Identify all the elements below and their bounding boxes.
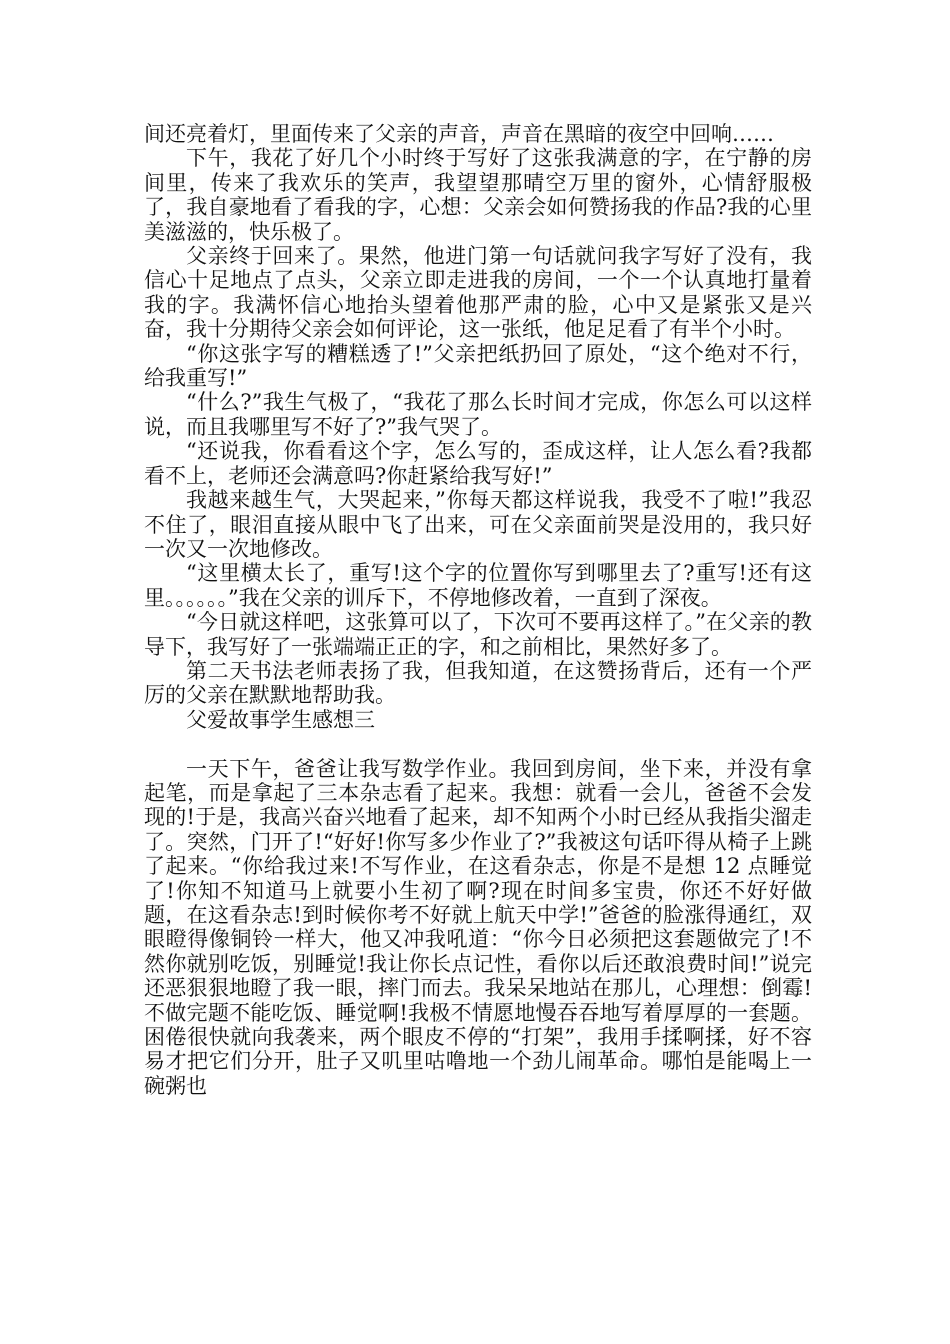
paragraph: “你这张字写的糟糕透了!”父亲把纸扔回了原处，“这个绝对不行，给我重写!”: [144, 341, 812, 391]
document-page: [144, 122, 812, 1098]
paragraph: 我越来越生气，大哭起来，”你每天都这样说我，我受不了啦!”我忍不住了，眼泪直接从眼中飞了出来，可在父亲面前哭是没用的，我只好一次又一次地修改。: [144, 488, 812, 561]
paragraph: 第二天书法老师表扬了我，但我知道，在这赞扬背后，还有一个严厉的父亲在默默地帮助我。: [144, 658, 812, 708]
paragraph: 父亲终于回来了。果然，他进门第一句话就问我字写好了没有，我信心十足地点了点头，父亲立即走进我的房间，一个一个认真地打量着我的字。我满怀信心地抬头望着他那严肃的脸，心中又是紧张又是兴奋，我十分期待父亲会如何评论，这一张纸，他足足看了有半个小时。: [144, 244, 812, 342]
blank-line: [144, 732, 812, 756]
paragraph: “还说我，你看看这个字，怎么写的，歪成这样，让人怎么看?我都看不上，老师还会满意吗?你赶紧给我写好!”: [144, 439, 812, 488]
paragraph: “今日就这样吧，这张算可以了，下次可不要再这样了。”在父亲的教导下，我写好了一张端端正正的字，和之前相比，果然好多了。: [144, 610, 812, 659]
section-heading: 父爱故事学生感想三: [186, 707, 375, 732]
paragraph: 一天下午，爸爸让我写数学作业。我回到房间，坐下来，并没有拿起笔，而是拿起了三本杂志看了起来。我想：就看一会儿，爸爸不会发现的!于是，我高兴奋兴地看了起来，却不知两个小时已经从我指尖溜走了。突然，门开了!“好好!你写多少作业了?”我被这句话吓得从椅子上跳了起来。“你给我过来!不写作业，在这看杂志，你是不是想 12 点睡觉了!你知不知道马上就要小生初了啊?现在时间多宝贵，你还不好好做题，在这看杂志!到时候你考不好就上航天中学!”爸爸的脸涨得通红，双眼瞪得像铜铃一样大，他又冲我吼道：“你今日必须把这套题做完了!不然你就别吃饭，别睡觉!我让你长点记性，看你以后还敢浪费时间!”说完还恶狠狠地瞪了我一眼，摔门而去。我呆呆地站在那儿，心理想：倒霉!不做完题不能吃饭、睡觉啊!我极不情愿地慢吞吞地写着厚厚的一套题。困倦很快就向我袭来，两个眼皮不停的“打架”，我用手揉啊揉，好不容易才把它们分开，肚子又叽里咕噜地一个劲儿闹革命。哪怕是能喝上一碗粥也: [144, 756, 812, 1098]
paragraph: 下午，我花了好几个小时终于写好了这张我满意的字，在宁静的房间里，传来了我欢乐的笑声，我望望那晴空万里的窗外，心情舒服极了，我自豪地看了看我的字，心想：父亲会如何赞扬我的作品?我的心里美滋滋的，快乐极了。: [144, 146, 812, 244]
paragraph: “什么?”我生气极了，“我花了那么长时间才完成，你怎么可以这样说，而且我哪里写不好了?”我气哭了。: [144, 390, 812, 439]
paragraph-continued: 间还亮着灯，里面传来了父亲的声音，声音在黑暗的夜空中回响……: [144, 122, 774, 146]
paragraph: “这里横太长了，重写!这个字的位置你写到哪里去了?重写!还有这里。。。。。。”我在父亲的训斥下，不停地修改着，一直到了深夜。: [144, 561, 812, 610]
